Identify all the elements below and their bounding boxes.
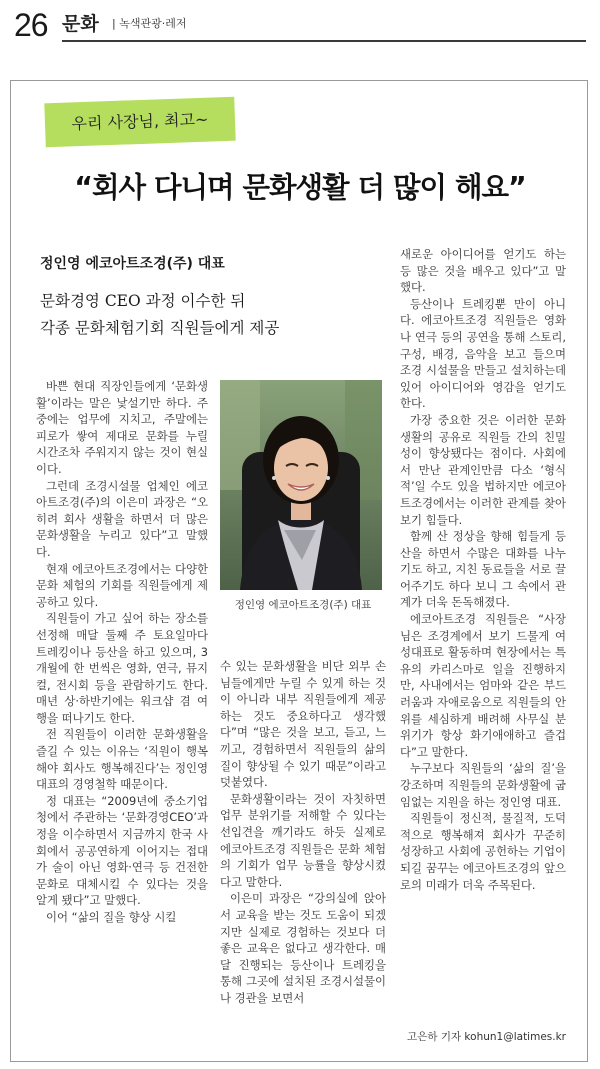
paragraph: 현재 에코아트조경에서는 다양한 문화 체험의 기회를 직원들에게 제공하고 있다. — [36, 561, 208, 609]
photo-caption: 정인영 에코아트조경(주) 대표 — [234, 599, 372, 611]
paragraph: 등산이나 트레킹뿐 만이 아니다. 에코아트조경 직원들은 영화나 연극 등의 공연을 통해 스토리, 구성, 배경, 음악을 보고 들으며 조경 시설물을 만들고 설치하는데 있어 아이디어와 영감을 얻기도 한다. — [400, 296, 566, 411]
paragraph: 수 있는 문화생활을 비단 외부 손님들에게만 누릴 수 있게 하는 것이 아니라 내부 직원들에게 제공하는 것도 중요하다고 생각했다”며 “많은 것을 보고, 듣고, 느끼고, 경험하면서 직원들의 삶의 질이 향상될 수 있기 때문”이라고 덧붙였다. — [220, 659, 386, 790]
article-column-2 — [220, 658, 386, 1006]
subsection-title: | 녹색관광·레저 — [112, 17, 187, 30]
paragraph: 그런데 조경시설물 업체인 에코아트조경(주)의 이은미 과장은 “오히려 회사 생활을 하면서 더 많은 문화생활을 누리고 있다”고 말했다. — [36, 478, 208, 559]
headline: “회사 다니며 문화생활 더 많이 해요” — [74, 171, 526, 204]
paragraph: 새로운 아이디어를 얻기도 하는 등 많은 것을 배우고 있다”고 말했다. — [400, 247, 566, 295]
section-tag — [44, 97, 235, 148]
section-title: 문화 — [62, 13, 99, 35]
paragraph: 직원들이 가고 싶어 하는 장소를 선정해 매달 둘째 주 토요일마다 트레킹이나 등산을 하고 있으며, 3개월에 한 번씩은 영화, 연극, 뮤지컬, 전시회 등을 관람하기도 한다. 매년 상·하반기에는 워크샵 겸 여행을 떠나기도 한다. — [36, 611, 208, 725]
paragraph: 문화생활이라는 것이 자칫하면 업무 분위기를 저해할 수 있다는 선입견을 깨기라도 하듯 실제로 에코아트조경 직원들은 문화 체험의 기회가 업무 능률을 향상시켰다고 말한다. — [220, 791, 386, 889]
article-column-3 — [400, 246, 566, 893]
byline: 정인영 에코아트조경(주) 대표 — [40, 256, 225, 272]
page-header — [0, 0, 600, 50]
paragraph: 가장 중요한 것은 이러한 문화생활의 공유로 직원들 간의 친밀성이 향상됐다는 점이다. 사회에서 만난 관계인만큼 다소 ‘형식적’일 수도 있을 법하지만 에코아트조경에서는 이러한 관계를 찾아보기 힘들다. — [400, 412, 566, 527]
paragraph: 전 직원들이 이러한 문화생활을 즐길 수 있는 이유는 ‘직원이 행복해야 회사도 행복해진다’는 정인영 대표의 경영철학 때문이다. — [36, 727, 208, 792]
paragraph: 이어 “삶의 질을 향상 시킬 — [46, 910, 177, 924]
paragraph: 정 대표는 “2009년에 중소기업청에서 주관하는 ‘문화경영CEO’과정을 이수하면서 지금까지 한국 사회에서 공공연하게 이어지는 접대가 술이 아닌 영화·연극 등 건전한 문화로 대체시킬 수 있다는 것을 알게 됐다”고 말했다. — [36, 793, 208, 908]
subhead-line: 각종 문화체험기회 직원들에게 제공 — [40, 319, 280, 337]
paragraph: 직원들이 정신적, 물질적, 도덕적으로 행복해져 회사가 꾸준히 성장하고 사회에 공헌하는 기업이 되길 꿈꾸는 에코아트조경의 앞으로의 미래가 더욱 주목된다. — [400, 811, 566, 892]
header-rule — [62, 40, 586, 42]
article-column-1 — [36, 378, 208, 926]
paragraph: 에코아트조경 직원들은 “사장님은 조경계에서 보기 드물게 여성대표로 활동하며 현장에서는 특유의 카리스마로 일을 진행하지만, 사내에서는 엄마와 같은 부드러움과 자애로움으로 직원들의 안위를 세심하게 배려해 사무실 분위기가 항상 화기애애하고 즐겁다”고 말한다. — [400, 612, 566, 759]
paragraph: 바쁜 현대 직장인들에게 ‘문화생활’이라는 말은 낯설기만 하다. 주중에는 업무에 지치고, 주말에는 피로가 쌓여 제대로 문화를 누릴 시간조차 주워지지 않는 것이 현실이다. — [36, 379, 208, 476]
paragraph: 함께 산 정상을 향해 힘들게 등산을 하면서 수많은 대화를 나누기도 하고, 지친 동료들을 서로 끌어주기도 하다 보니 그 속에서 관계가 더욱 돈독해졌다. — [400, 529, 566, 610]
section-tag-label: 우리 사장님, 최고~ — [71, 109, 209, 134]
page-number: 26 — [14, 7, 48, 43]
paragraph: 누구보다 직원들의 ‘삶의 질’을 강조하며 직원들의 문화생활에 굽임없는 지원을 하는 정인영 대표. — [400, 761, 566, 809]
subheadline — [40, 288, 380, 342]
subhead-line: 문화경영 CEO 과정 이수한 뒤 — [40, 292, 246, 310]
ceo-portrait-photo — [220, 380, 382, 590]
paragraph: 이은미 과장은 “강의실에 앉아서 교육을 받는 것도 도움이 되겠지만 실제로 경험하는 것보다 더 좋은 교육은 없다고 생각한다. 매달 진행되는 등산이나 트레킹을 통해 그곳에 설치된 조경시설물이나 경관을 보면서 — [220, 891, 386, 1005]
reporter-credit: 고은하 기자 kohun1@latimes.kr — [407, 1031, 566, 1043]
